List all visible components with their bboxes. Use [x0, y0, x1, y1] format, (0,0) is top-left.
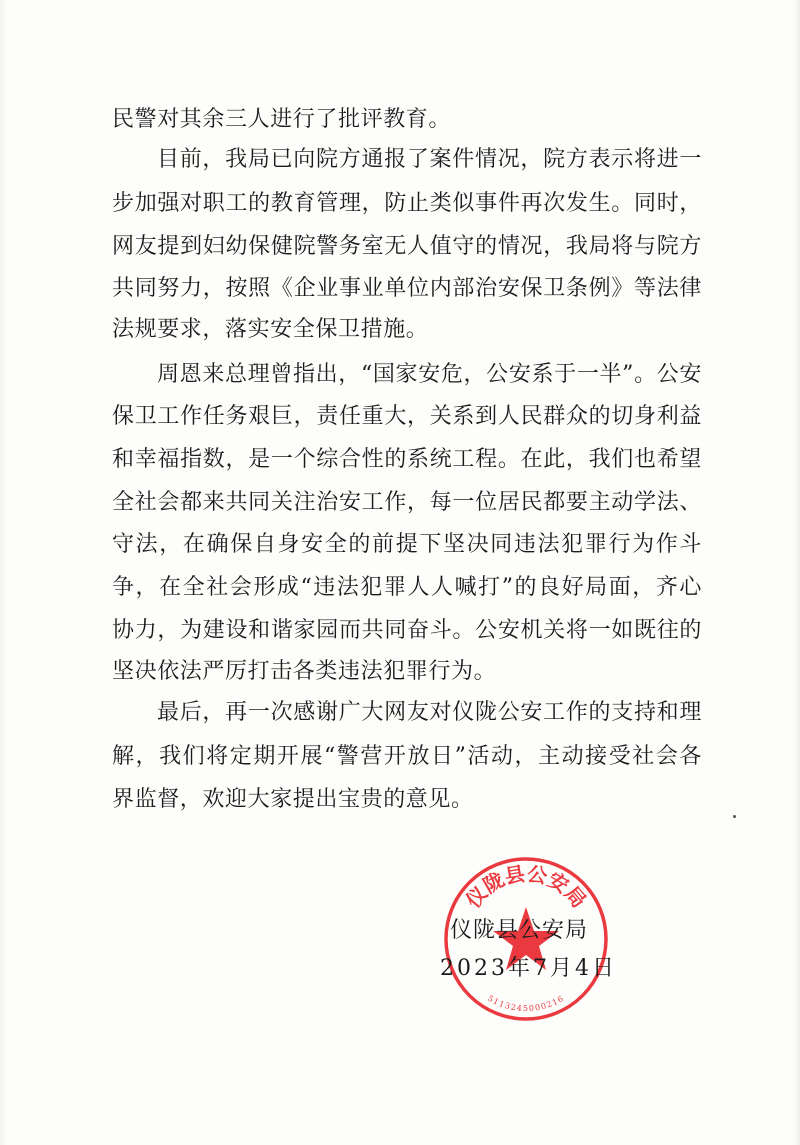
paragraph-3-line-1: 周恩来总理曾指出，“国家安危，公安系于一半”。公安	[157, 362, 702, 387]
paragraph-2-line-1: 目前，我局已向院方通报了案件情况，院方表示将进一	[157, 147, 702, 172]
paragraph-3-line-6: 争，在全社会形成“违法犯罪人人喊打”的良好局面，齐心	[112, 575, 702, 600]
paragraph-2-line-3: 网友提到妇幼保健院警务室无人值守的情况，我局将与院方	[112, 234, 702, 259]
paragraph-4-line-1: 最后，再一次感谢广大网友对仪陇公安工作的支持和理	[157, 700, 702, 725]
paragraph-2-line-4: 共同努力，按照《企业事业单位内部治安保卫条例》等法律	[112, 276, 702, 301]
paragraph-4-line-2: 解，我们将定期开展“警营开放日”活动，主动接受社会各	[112, 744, 702, 769]
paragraph-2-line-5: 法规要求，落实安全保卫措施。	[112, 317, 429, 342]
paragraph-3-line-4: 全社会都来共同关注治安工作，每一位居民都要主动学法、	[112, 490, 702, 515]
paragraph-2-line-2: 步加强对职工的教育管理，防止类似事件再次发生。同时，	[112, 191, 702, 216]
paragraph-3-line-7: 协力，为建设和谐家园而共同奋斗。公安机关将一如既往的	[112, 618, 702, 643]
issue-date: 2023年7月4日	[440, 956, 617, 981]
paragraph-3-line-2: 保卫工作任务艰巨，责任重大，关系到人民群众的切身利益	[112, 404, 702, 429]
seal-serial: 5113245000216	[486, 993, 566, 1014]
paragraph-3-line-5: 守法，在确保自身安全的前提下坚决同违法犯罪行为作斗	[112, 532, 702, 557]
paragraph-1-line-1: 民警对其余三人进行了批评教育。	[112, 107, 452, 132]
paragraph-4-line-3: 界监督，欢迎大家提出宝贵的意见。	[112, 787, 474, 812]
seal-arc-text: 仪陇县公安局	[460, 861, 592, 913]
scan-speck	[733, 815, 736, 818]
paragraph-3-line-8: 坚决依法严厉打击各类违法犯罪行为。	[112, 659, 497, 684]
paragraph-3-line-3: 和幸福指数，是一个综合性的系统工程。在此，我们也希望	[112, 447, 702, 472]
issuer-name: 仪陇县公安局	[450, 918, 589, 943]
